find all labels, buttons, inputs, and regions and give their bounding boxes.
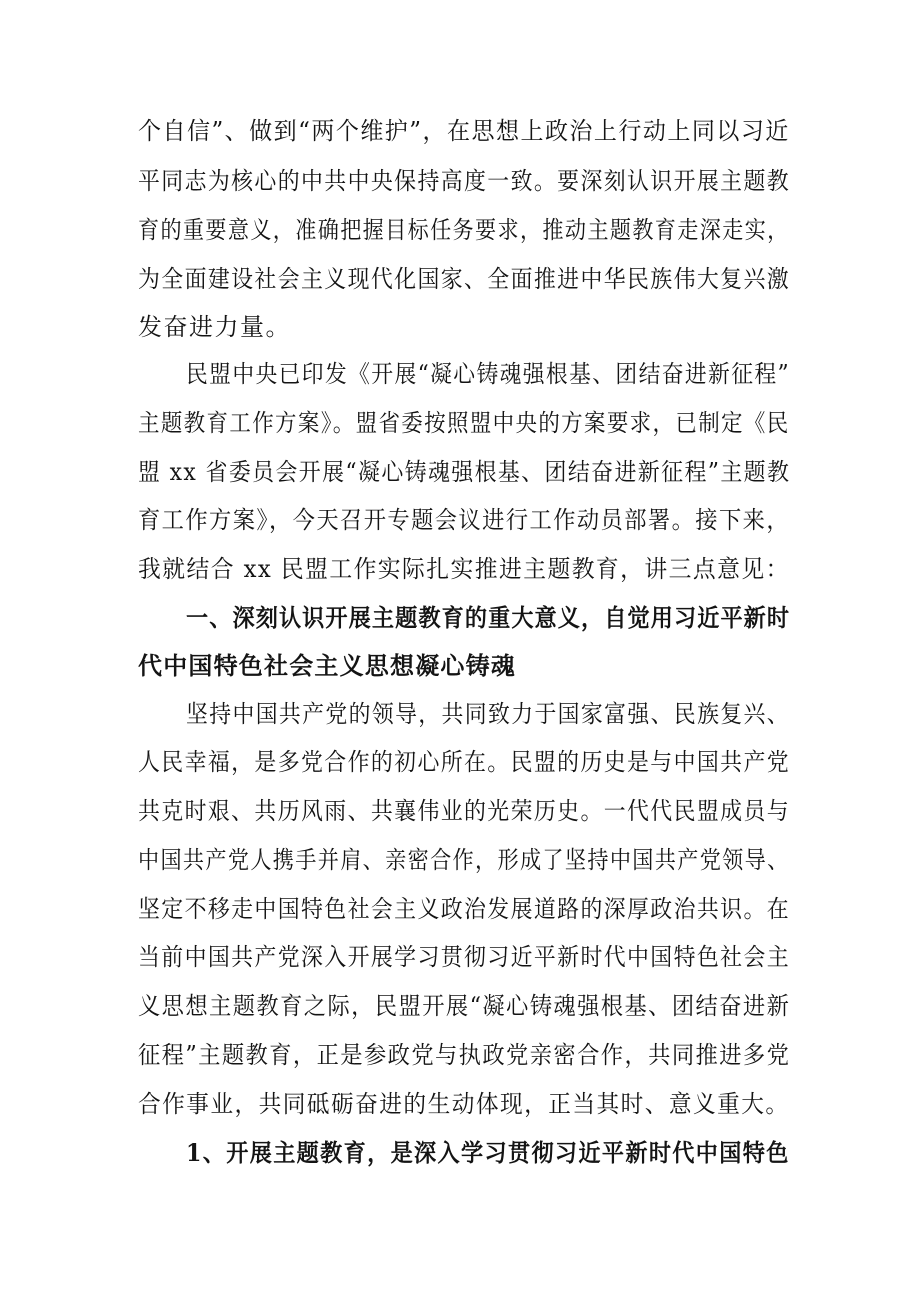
section-one-paragraph-line-7: 义思想主题教育之际，民盟开展“凝心铸魂强根基、团结奋进新 xyxy=(138,992,791,1020)
section-one-heading-line-1: 一、深刻认识开展主题教育的重大意义，自觉用习近平新时 xyxy=(186,604,791,632)
intro-paragraph-line-5: 发奋进力量。 xyxy=(138,313,291,341)
section-one-paragraph-line-2: 人民幸福，是多党合作的初心所在。民盟的历史是与中国共产党 xyxy=(138,748,791,776)
plan-paragraph-line-4: 育工作方案》，今天召开专题会议进行工作动员部署。接下来， xyxy=(138,506,791,534)
intro-paragraph-line-3: 育的重要意义，准确把握目标任务要求，推动主题教育走深走实， xyxy=(138,216,790,244)
intro-paragraph-line-4: 为全面建设社会主义现代化国家、全面推进中华民族伟大复兴激 xyxy=(138,265,791,293)
intro-paragraph-line-1: 个自信”、做到“两个维护”，在思想上政治上行动上同以习近 xyxy=(138,117,790,145)
section-one-heading-line-2: 代中国特色社会主义思想凝心铸魂 xyxy=(138,652,516,680)
section-one-paragraph-line-4: 中国共产党人携手并肩、亲密合作，形成了坚持中国共产党领导、 xyxy=(138,846,790,874)
intro-paragraph-line-2: 平同志为核心的中共中央保持高度一致。要深刻认识开展主题教 xyxy=(138,167,791,195)
plan-paragraph-line-3: 盟 xx 省委员会开展“凝心铸魂强根基、团结奋进新征程”主题教 xyxy=(138,458,791,486)
plan-paragraph-line-5: 我就结合 xx 民盟工作实际扎实推进主题教育，讲三点意见： xyxy=(138,555,790,583)
section-one-paragraph-line-3: 共克时艰、共历风雨、共襄伟业的光荣历史。一代代民盟成员与 xyxy=(138,797,791,825)
section-one-paragraph-line-6: 当前中国共产党深入开展学习贯彻习近平新时代中国特色社会主 xyxy=(138,943,791,971)
subsection-one-heading-line-1: 1、开展主题教育，是深入学习贯彻习近平新时代中国特色 xyxy=(186,1138,790,1167)
section-one-paragraph-line-5: 坚定不移走中国特色社会主义政治发展道路的深厚政治共识。在 xyxy=(138,895,791,923)
plan-paragraph-line-1: 民盟中央已印发《开展“凝心铸魂强根基、团结奋进新征程” xyxy=(186,360,791,388)
plan-paragraph-line-2: 主题教育工作方案》。盟省委按照盟中央的方案要求，已制定《民 xyxy=(138,409,790,437)
section-one-paragraph-line-1: 坚持中国共产党的领导，共同致力于国家富强、民族复兴、 xyxy=(186,700,790,728)
section-one-paragraph-line-9: 合作事业，共同砥砺奋进的生动体现，正当其时、意义重大。 xyxy=(138,1090,790,1118)
section-one-paragraph-line-8: 征程”主题教育，正是参政党与执政党亲密合作，共同推进多党 xyxy=(138,1041,791,1069)
